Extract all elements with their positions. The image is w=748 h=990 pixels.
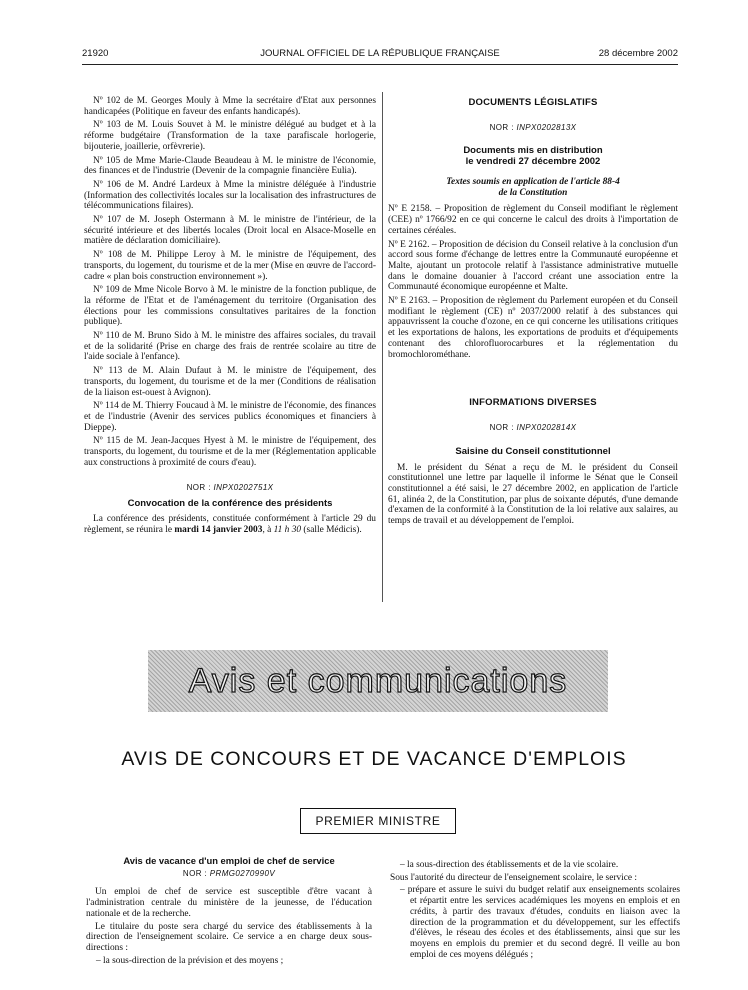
list-item: – la sous-direction de la prévision et des moyens ; [96,955,284,966]
nor-reference: NOR : INPX0202813X [489,122,577,132]
convocation-title: Convocation de la conférence des présidents [127,498,333,510]
convocation-text: La conférence des présidents, constituée conformément à l'article 29 du règlement, se réunira le mardi 14 janvier 2003, à 11 h 30 (salle Médicis). [84,513,376,535]
textes-heading: Textes soumis en application de l'article 88-4 de la Constitution [446,177,620,198]
left-column [84,96,376,538]
section-banner [148,650,608,712]
bottom-right-column [390,860,680,962]
vacancy-paragraph: Le titulaire du poste sera chargé du service des établissements à la direction de l'enseignement scolaire. Ce service a en charge deux sous-directions : [86,921,372,953]
vacancy-title: Avis de vacance d'un emploi de chef de service [123,855,335,866]
question-item: Nº 106 de M. André Lardeux à Mme la ministre déléguée à l'industrie (Information des collectivités locales sur la localisation des infrastructures de télécommunications filaires). [84,179,376,212]
section-title-documents: DOCUMENTS LÉGISLATIFS [468,97,598,108]
nor-reference: NOR : PRMG0270990V [182,868,276,878]
question-item: Nº 103 de M. Louis Souvet à M. le ministre délégué au budget et à la réforme budgétaire (Transformation de la taxe parafiscale horlogerie, bijouterie, joaillerie, orfèvrerie). [84,120,376,152]
question-item: Nº 107 de M. Joseph Ostermann à M. le ministre de l'intérieur, de la sécurité intérieure et des libertés locales (Droit local en Alsace-Moselle en matière de déclaration domiciliaire). [84,215,376,247]
journal-title: JOURNAL OFFICIEL DE LA RÉPUBLIQUE FRANÇAISE [260,48,500,59]
ministry-box [300,808,456,834]
question-item: Nº 102 de M. Georges Mouly à Mme la secrétaire d'Etat aux personnes handicapées (Politique en faveur des enfants handicapés). [84,96,376,117]
question-item: Nº 113 de M. Alain Dufaut à M. le ministre de l'équipement, des transports, du logement, du tourisme et de la mer (Conditions de réalisation de la liaison est-ouest à Avignon). [84,366,376,398]
list-item: – la sous-direction des établissements et de la vie scolaire. [400,860,619,870]
nor-reference: NOR : INPX0202814X [489,422,577,432]
nor-reference: NOR : INPX0202751X [186,482,274,492]
question-item: Nº 114 de M. Thierry Foucaud à M. le ministre de l'économie, des finances et de l'industrie (Avenir des services publics économiques et financiers à Dieppe). [84,401,376,433]
document-entry: Nº E 2163. – Proposition de règlement du Parlement européen et du Conseil modifiant le règlement (CE) nº 2037/2000 relatif à des substances qui appauvrissent la couche d'ozone, en ce qui concerne les utilisations critiques et les exportations de halons, les exportations de produits et d'équipements contenant des chlorofluorocarbures et la réglementation du bromochlorométhane. [388,296,678,360]
saisine-title: Saisine du Conseil constitutionnel [455,445,611,457]
list-item: – prépare et assure le suivi du budget relatif aux enseignements scolaires et répartit entre les services académiques les moyens en emplois et en crédits, à partir des travaux d'études, conduits en liaison avec la direction de la programmation et du développement, sur les effectifs d'élèves, le réseau des écoles et des établissements, ainsi que sur les moyens en emplois du premier et du second degré. Il veille au bon emploi de ces moyens délégués ; [400,885,680,960]
column-divider [382,92,383,602]
document-entry: Nº E 2162. – Proposition de décision du Conseil relative à la conclusion d'un accord sous forme d'échange de lettres entre la Communauté européenne et Malte, ajoutant un protocole relatif à l'assistance administrative mutuelle dans le domaine douanier à l'accord créant une association entre la Communauté économique européenne et Malte. [388,239,678,293]
banner-text: Avis et communications [188,662,568,700]
document-entry: Nº E 2158. – Proposition de règlement du Conseil modifiant le règlement (CEE) nº 1766/92 en ce qui concerne le calcul des droits à l'importation de certaines céréales. [388,204,678,236]
section-title-informations: INFORMATIONS DIVERSES [469,397,597,409]
header-rule [82,64,678,65]
avis-heading: AVIS DE CONCOURS ET DE VACANCE D'EMPLOIS [121,748,627,770]
vacancy-paragraph: Sous l'autorité du directeur de l'enseignement scolaire, le service : [390,872,638,883]
question-item: Nº 105 de Mme Marie-Claude Beaudeau à M. le ministre de l'économie, des finances et de l'industrie (Devenir de la compagnie financière Eulia). [84,155,376,177]
ministry-label: PREMIER MINISTRE [315,814,441,828]
question-item: Nº 115 de M. Jean-Jacques Hyest à M. le ministre de l'équipement, des transports, du logement, du tourisme et de la mer (Réglementation applicable aux constructions à proximité de cours d'eau). [84,436,376,468]
question-item: Nº 108 de M. Philippe Leroy à M. le ministre de l'équipement, des transports, du logement, du tourisme et de la mer (Mise en œuvre de l'accord-cadre « plan bois construction environnement »). [84,250,376,282]
page-header [82,48,678,62]
issue-date: 28 décembre 2002 [598,48,678,59]
vacancy-paragraph: Un emploi de chef de service est susceptible d'être vacant à l'administration centrale du ministère de la jeunesse, de l'éducation nationale et de la recherche. [86,887,372,919]
page-number: 21920 [82,48,109,59]
distribution-heading: Documents mis en distribution le vendredi 27 décembre 2002 [463,145,603,168]
right-column [388,96,678,530]
saisine-text: M. le président du Sénat a reçu de M. le président du Conseil constitutionnel une lettre par laquelle il informe le Sénat que le Conseil constitutionnel a été saisi, le 27 décembre 2002, en application de l'article 61, alinéa 2, de la Constitution, par plus de soixante députés, d'une demande d'examen de la conformité à la Constitution de la loi relative aux salaires, au temps de travail et au développement de l'emploi. [388,462,678,527]
question-item: Nº 109 de Mme Nicole Borvo à M. le ministre de la fonction publique, de la réforme de l'Etat et de l'aménagement du territoire (Organisation des élections pour les commissions consultatives paritaires de la fonction publique). [84,285,376,328]
question-item: Nº 110 de M. Bruno Sido à M. le ministre des affaires sociales, du travail et de la solidarité (Prise en charge des frais de rentrée scolaire au titre de l'aide sociale à l'enfance). [84,331,376,363]
bottom-left-column [86,856,372,968]
